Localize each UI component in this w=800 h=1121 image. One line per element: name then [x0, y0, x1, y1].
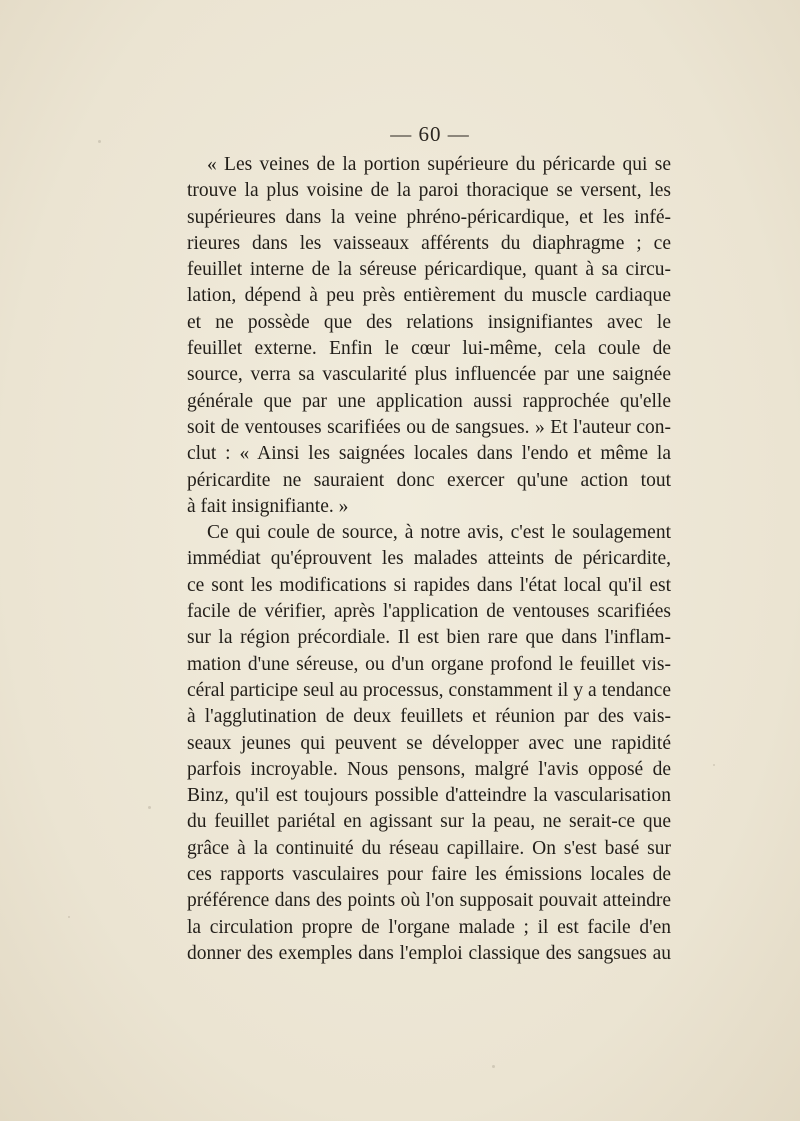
text-line: parfois incroyable. Nous pensons, malgré l'avis opposé de [187, 758, 671, 780]
text-line: Ce qui coule de source, à notre avis, c'est le soulagement [207, 522, 671, 544]
text-line: rieures dans les vaisseaux afférents du diaphragme ; ce [187, 232, 671, 254]
text-line: du feuillet pariétal en agissant sur la peau, ne serait-ce que [187, 811, 671, 833]
paper-spot [713, 764, 715, 766]
text-line: la circulation propre de l'organe malade ; il est facile d'en [187, 916, 671, 938]
text-line: immédiat qu'éprouvent les malades atteints de péricardite, [187, 548, 671, 570]
text-line: supérieures dans la veine phréno-péricardique, et les infé- [187, 206, 671, 228]
text-line: Binz, qu'il est toujours possible d'atteindre la vascularisation [187, 785, 671, 807]
text-line: sur la région précordiale. Il est bien rare que dans l'inflam- [187, 627, 671, 649]
text-line: clut : « Ainsi les saignées locales dans l'endo et même la [187, 443, 671, 465]
text-line: donner des exemples dans l'emploi classique des sangsues au [187, 942, 671, 964]
text-line: lation, dépend à peu près entièrement du muscle cardiaque [187, 285, 671, 307]
body-text [187, 152, 671, 967]
paper-spot [98, 140, 101, 143]
text-line: facile de vérifier, après l'application de ventouses scarifiées [187, 601, 671, 623]
text-line: et ne possède que des relations insignifiantes avec le [187, 311, 671, 333]
text-line: préférence dans des points où l'on supposait pouvait atteindre [187, 890, 671, 912]
text-line: source, verra sa vascularité plus influencée par une saignée [187, 364, 671, 386]
page-number: — 60 — [390, 122, 470, 146]
text-line: céral participe seul au processus, constamment il y a tendance [187, 679, 671, 701]
text-line: seaux jeunes qui peuvent se développer avec une rapidité [187, 732, 671, 754]
text-line: mation d'une séreuse, ou d'un organe profond le feuillet vis- [187, 653, 671, 675]
text-line: feuillet interne de la séreuse péricardique, quant à sa circu- [187, 259, 671, 281]
text-line: soit de ventouses scarifiées ou de sangsues. » Et l'auteur con- [187, 416, 671, 438]
text-line: à fait insignifiante. » [187, 495, 349, 517]
text-line: ce sont les modifications si rapides dans l'état local qu'il est [187, 574, 671, 596]
text-line: trouve la plus voisine de la paroi thoracique se versent, les [187, 180, 671, 202]
text-line: péricardite ne sauraient donc exercer qu'une action tout [187, 469, 671, 491]
text-line: feuillet externe. Enfin le cœur lui-même, cela coule de [187, 338, 671, 360]
text-line: ces rapports vasculaires pour faire les émissions locales de [187, 864, 671, 886]
paper-spot [148, 806, 151, 809]
text-line: à l'agglutination de deux feuillets et réunion par des vais- [187, 706, 671, 728]
text-line: grâce à la continuité du réseau capillaire. On s'est basé sur [187, 837, 671, 859]
text-line: « Les veines de la portion supérieure du péricarde qui se [207, 154, 671, 175]
paper-spot [68, 916, 70, 918]
text-line: générale que par une application aussi rapprochée qu'elle [187, 390, 671, 412]
paper-spot [492, 1065, 495, 1068]
